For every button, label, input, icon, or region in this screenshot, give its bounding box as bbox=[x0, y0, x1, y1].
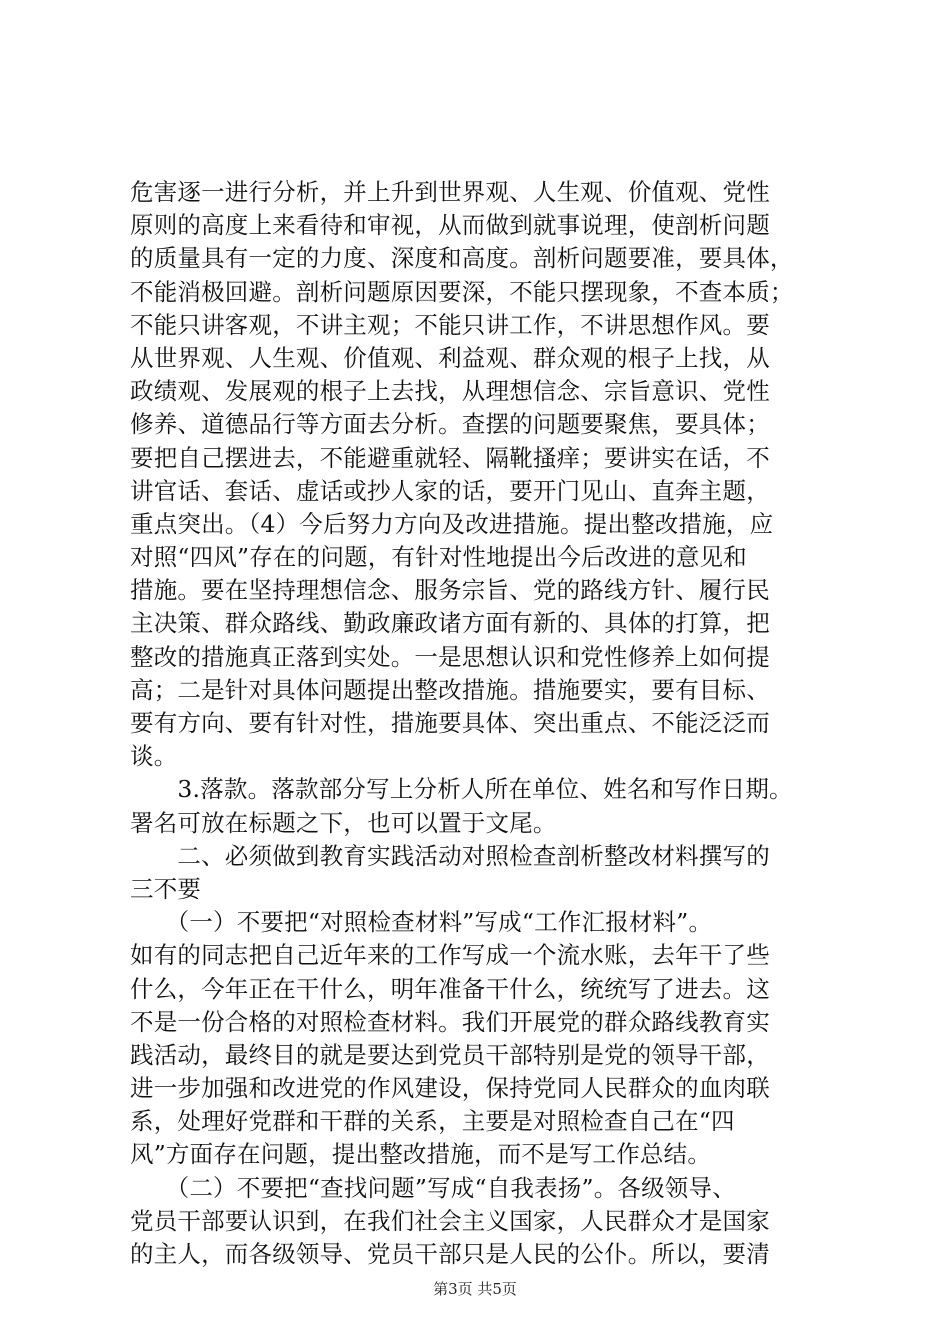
text-line: 重点突出。（4）今后努力方向及改进措施。提出整改措施，应 bbox=[130, 509, 774, 538]
text-line: 的质量具有一定的力度、深度和高度。剖析问题要准，要具体， bbox=[130, 244, 794, 273]
text-line: 对照“四风”存在的问题，有针对性地提出今后改进的意见和 bbox=[130, 543, 747, 572]
text-line: 3.落款。落款部分写上分析人所在单位、姓名和写作日期。 bbox=[130, 775, 793, 804]
text-line: 三不要 bbox=[130, 874, 202, 903]
document-body bbox=[130, 176, 830, 1271]
text-line: 不是一份合格的对照检查材料。我们开展党的群众路线教育实 bbox=[130, 1007, 770, 1036]
text-line: 不能只讲客观，不讲主观；不能只讲工作，不讲思想作风。要 bbox=[130, 310, 770, 339]
text-line: 要把自己摆进去，不能避重就轻、隔靴搔痒；要讲实在话，不 bbox=[130, 443, 770, 472]
text-line: 原则的高度上来看待和审视，从而做到就事说理，使剖析问题 bbox=[130, 211, 770, 240]
text-line: 系，处理好党群和干群的关系，主要是对照检查自己在“四 bbox=[130, 1107, 735, 1136]
text-line: 修养、道德品行等方面去分析。查摆的问题要聚焦，要具体； bbox=[130, 410, 770, 439]
text-line: 高；二是针对具体问题提出整改措施。措施要实，要有目标、 bbox=[130, 675, 770, 704]
text-line: 危害逐一进行分析，并上升到世界观、人生观、价值观、党性 bbox=[130, 178, 770, 206]
text-line: 如有的同志把自己近年来的工作写成一个流水账，去年干了些 bbox=[130, 941, 770, 970]
text-line: 署名可放在标题之下，也可以置于文尾。 bbox=[130, 808, 557, 837]
text-line: 践活动，最终目的就是要达到党员干部特别是党的领导干部， bbox=[130, 1040, 770, 1069]
text-line: 二、必须做到教育实践活动对照检查剖析整改材料撰写的 bbox=[130, 841, 770, 870]
text-line: 进一步加强和改进党的作风建设，保持党同人民群众的血肉联 bbox=[130, 1074, 770, 1103]
text-line: 整改的措施真正落到实处。一是思想认识和党性修养上如何提 bbox=[130, 642, 770, 671]
text-line: 风”方面存在问题，提出整改措施，而不是写工作总结。 bbox=[130, 1140, 712, 1169]
page-number-footer: 第3页 共5页 bbox=[433, 1280, 517, 1298]
text-line: 措施。要在坚持理想信念、服务宗旨、党的路线方针、履行民 bbox=[130, 576, 770, 605]
text-line: 要有方向、要有针对性，措施要具体、突出重点、不能泛泛而 bbox=[130, 709, 770, 737]
text-line: 从世界观、人生观、价值观、利益观、群众观的根子上找，从 bbox=[130, 343, 770, 372]
text-line: （一）不要把“对照检查材料”写成“工作汇报材料”。 bbox=[130, 908, 713, 937]
text-line: 党员干部要认识到，在我们社会主义国家，人民群众才是国家 bbox=[130, 1206, 770, 1235]
text-line: 的主人，而各级领导、党员干部只是人民的公仆。所以，要清 bbox=[130, 1240, 770, 1268]
text-line: 政绩观、发展观的根子上去找，从理想信念、宗旨意识、党性 bbox=[130, 377, 770, 406]
text-line: 不能消极回避。剖析问题原因要深，不能只摆现象，不查本质； bbox=[130, 277, 794, 306]
text-line: （二）不要把“查找问题”写成“自我表扬”。各级领导、 bbox=[130, 1173, 736, 1202]
text-line: 主决策、群众路线、勤政廉政诸方面有新的、具体的打算，把 bbox=[130, 609, 770, 638]
text-line: 什么，今年正在干什么，明年准备干什么，统统写了进去。这 bbox=[130, 974, 770, 1003]
text-line: 谈。 bbox=[130, 742, 178, 771]
text-line: 讲官话、套话、虚话或抄人家的话，要开门见山、直奔主题， bbox=[130, 476, 770, 505]
